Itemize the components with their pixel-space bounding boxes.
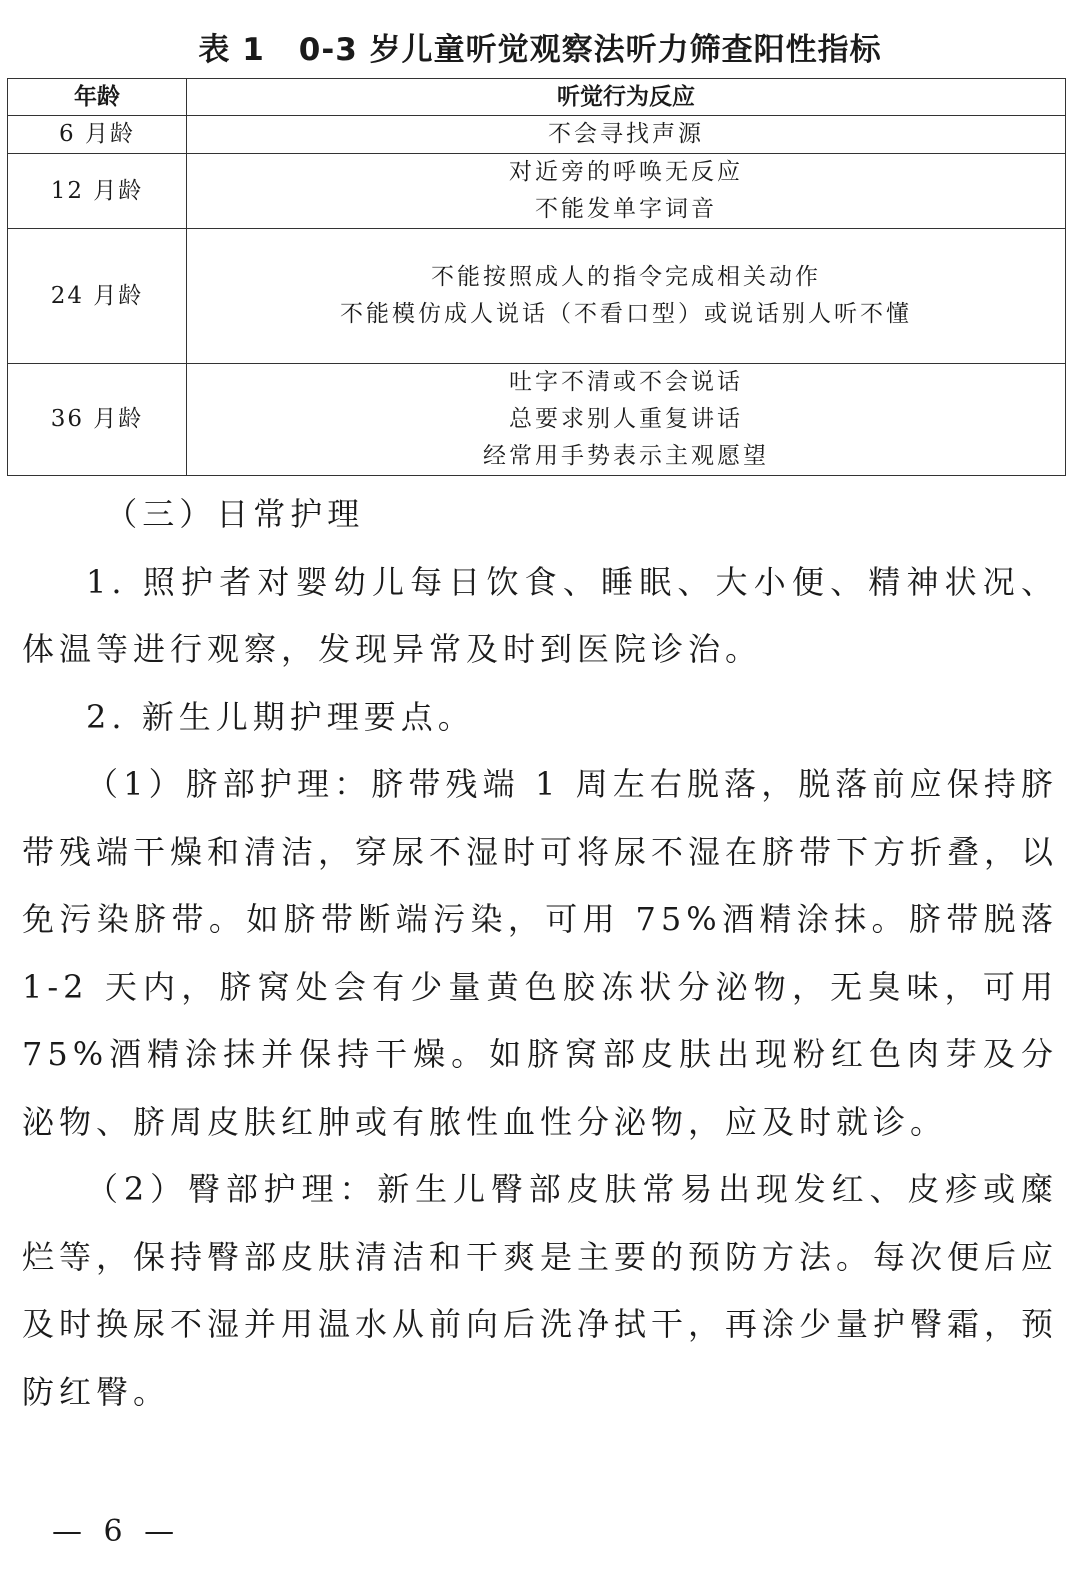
table-row — [8, 116, 1066, 154]
response-line: 吐字不清或不会说话 — [509, 369, 743, 395]
age-cell: 6 月龄 — [8, 116, 187, 154]
response-line: 对近旁的呼唤无反应 — [509, 159, 743, 185]
page-number: — 6 — — [52, 1514, 181, 1549]
table-row — [8, 154, 1066, 229]
header-response: 听觉行为反应 — [187, 79, 1066, 116]
paragraph: （1）脐部护理：脐带残端 1 周左右脱落，脱落前应保持脐带残端干燥和清洁，穿尿不湿时可将尿不湿在脐带下方折叠，以免污染脐带。如脐带断端污染，可用 75%酒精涂抹。脐带脱落 1-2 天内，脐窝处会有少量黄色胶冻状分泌物，无臭味，可用 75%酒精涂抹并保持干燥。如脐窝部皮肤出现粉红色肉芽及分泌物、脐周皮肤红肿或有脓性血性分泌物，应及时就诊。 — [22, 765, 1059, 1141]
response-line: 不能发单字词音 — [535, 196, 717, 222]
table-row — [8, 229, 1066, 364]
response-line: 经常用手势表示主观愿望 — [483, 443, 769, 469]
table-title: 0-3 岁儿童听觉观察法听力筛查阳性指标 — [298, 32, 882, 68]
body-text — [22, 481, 1058, 1426]
paragraph: 2. 新生儿期护理要点。 — [86, 697, 475, 736]
table-number: 表 1 — [198, 32, 265, 68]
age-cell: 24 月龄 — [8, 229, 187, 364]
table-header-row — [8, 79, 1066, 116]
paragraph: （2）臀部护理：新生儿臀部皮肤常易出现发红、皮疹或糜烂等，保持臀部皮肤清洁和干爽是主要的预防方法。每次便后应及时换尿不湿并用温水从前向后洗净拭干，再涂少量护臀霜，预防红臀。 — [22, 1170, 1059, 1411]
response-cell — [187, 229, 1066, 364]
header-age: 年龄 — [8, 79, 187, 116]
paragraph: 1. 照护者对婴幼儿每日饮食、睡眠、大小便、精神状况、体温等进行观察，发现异常及时到医院诊治。 — [22, 562, 1058, 668]
table-caption — [0, 28, 1080, 72]
age-cell: 12 月龄 — [8, 154, 187, 229]
response-cell — [187, 116, 1066, 154]
response-line: 总要求别人重复讲话 — [509, 406, 743, 432]
response-line: 不能模仿成人说话（不看口型）或说话别人听不懂 — [340, 301, 912, 327]
response-line: 不能按照成人的指令完成相关动作 — [431, 264, 821, 290]
response-cell — [187, 154, 1066, 229]
response-cell — [187, 364, 1066, 476]
hearing-screening-table — [7, 78, 1066, 476]
age-cell: 36 月龄 — [8, 364, 187, 476]
section-heading: （三）日常护理 — [105, 495, 365, 533]
response-line: 不会寻找声源 — [548, 121, 704, 147]
table-row — [8, 364, 1066, 476]
